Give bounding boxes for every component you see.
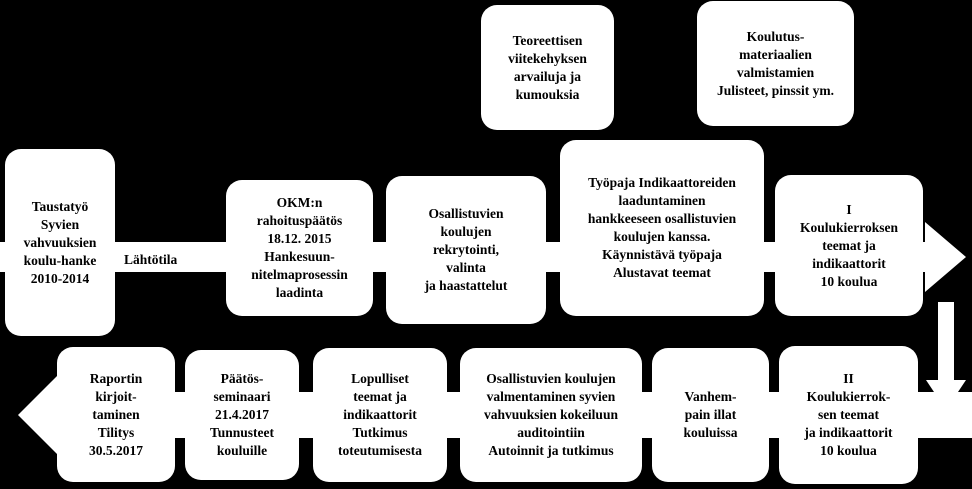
valmentaminen-box <box>460 348 642 482</box>
lahtotila-label: Lähtötila <box>124 252 178 267</box>
koulukierros-2-box <box>779 346 918 484</box>
okm-rahoituspaatos-box <box>226 180 373 316</box>
lopulliset-teemat-box <box>313 348 447 482</box>
koulukierros-1-text: I Koulukierroksen teemat ja indikaattorit 10 koulua <box>799 201 899 289</box>
teoreettisen-viitekehyksen-text: Teoreettisen viitekehyksen arvailuja ja kumouksia <box>508 32 587 102</box>
valmentaminen-text: Osallistuvien koulujen valmentaminen syvien vahvuuksien kokeiluun auditointiin Autoinnit ja tutkimus <box>484 371 618 458</box>
paatosseminaari-text: Päätös- seminaari 21.4.2017 Tunnusteet kouluille <box>209 371 275 458</box>
koulutusmateriaalien-text: Koulutus- materiaalien valmistamien Julisteet, pinssit ym. <box>716 28 834 98</box>
osallistuvien-rekrytointi-box <box>386 176 546 324</box>
tyopaja-box <box>560 140 764 316</box>
okm-rahoituspaatos-text: OKM:n rahoituspäätös 18.12. 2015 Hankesuun- nitelmaprosessin laadinta <box>251 195 348 300</box>
lopulliset-teemat-text: Lopulliset teemat ja indikaattorit Tutkimus toteutumisesta <box>338 371 422 458</box>
koulukierros-2-text: II Koulukierrok- sen teemat ja indikaattorit 10 koulua <box>804 371 893 458</box>
vanhempain-illat-box <box>652 348 769 482</box>
paatosseminaari-box <box>185 350 299 480</box>
taustatyo-box <box>5 149 115 336</box>
tyopaja-text: Työpaja Indikaattoreiden laaduntaminen hankkeeseen osallistuvien koulujen kanssa. Käynnistävä työpaja Alustavat teemat <box>587 175 737 280</box>
raportin-kirjoittaminen-text: Raportin kirjoit- taminen Tilitys 30.5.2017 <box>89 370 143 458</box>
vanhempain-illat-text: Vanhem- pain illat kouluissa <box>683 389 738 440</box>
teoreettisen-viitekehyksen-box <box>481 5 614 130</box>
taustatyo-text: Taustatyö Syvien vahvuuksien koulu-hanke 2010-2014 <box>23 198 97 286</box>
koulutusmateriaalien-box <box>697 1 854 126</box>
koulukierros-1-box <box>775 175 923 316</box>
osallistuvien-rekrytointi-text: Osallistuvien koulujen rekrytointi, valinta ja haastattelut <box>424 206 508 293</box>
raportin-kirjoittaminen-box <box>57 347 175 482</box>
